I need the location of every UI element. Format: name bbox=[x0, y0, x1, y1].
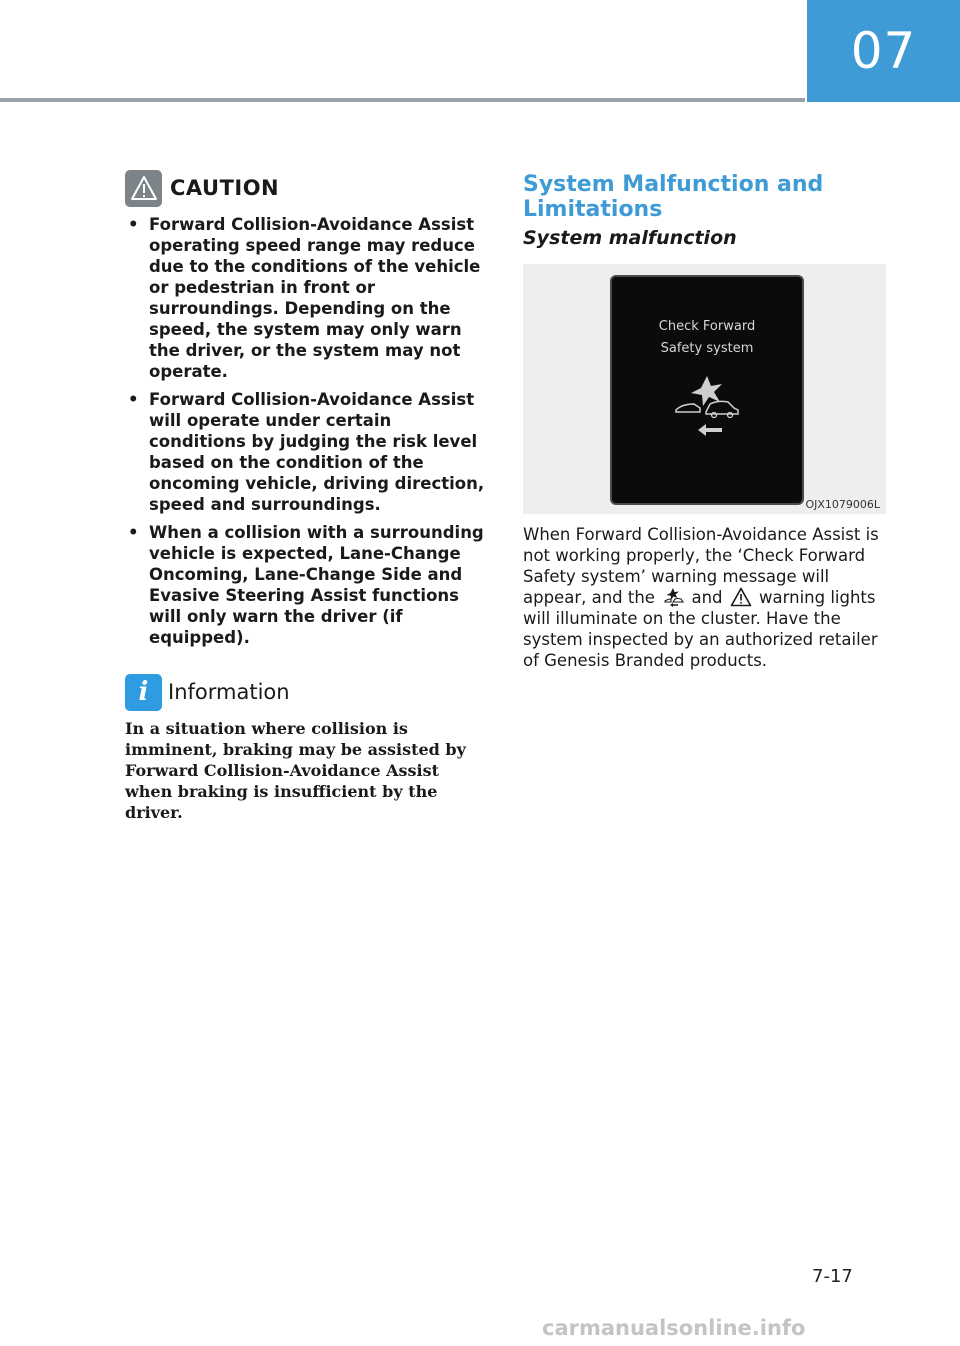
caution-item: • When a collision with a surrounding vehicle is expected, Lane-Change Oncoming, Lane-Change Side and Evasive Steering Assist functions will only warn the driver (if equipped). bbox=[125, 522, 487, 648]
malfunction-description bbox=[523, 524, 886, 671]
description-part2: warning lights will illuminate on the cluster. Have the system inspected by an authorized retailer of Genesis Branded products. bbox=[523, 588, 878, 670]
information-body: In a situation where collision is imminent, braking may be assisted by Forward Collision-Avoidance Assist when braking is insufficient by the driver. bbox=[125, 719, 466, 822]
forward-collision-warning-icon bbox=[662, 372, 752, 442]
description-and: and bbox=[691, 588, 723, 607]
right-column bbox=[523, 172, 886, 671]
caution-heading bbox=[125, 168, 487, 208]
caution-title: CAUTION bbox=[170, 176, 280, 200]
information-title: Information bbox=[168, 680, 290, 704]
figure-code: OJX1079006L bbox=[805, 498, 880, 511]
screen-message-line1: Check Forward bbox=[658, 319, 756, 334]
collision-warning-light-icon bbox=[662, 587, 684, 607]
section-title: System Malfunction and Limitations bbox=[523, 172, 824, 222]
caution-list bbox=[125, 214, 487, 648]
left-column bbox=[125, 168, 487, 823]
section-subtitle: System malfunction bbox=[523, 227, 737, 249]
chapter-tab bbox=[807, 0, 960, 102]
cluster-figure bbox=[523, 264, 886, 514]
information-heading bbox=[125, 672, 487, 712]
warning-triangle-inline-icon bbox=[730, 587, 752, 607]
header-rule bbox=[0, 98, 805, 102]
screen-message-line2: Safety system bbox=[660, 341, 754, 356]
description-part1: When Forward Collision-Avoidance Assist is not working properly, the ‘Check Forward Safety system’ warning message will appear, and the bbox=[523, 525, 879, 607]
caution-item: • Forward Collision-Avoidance Assist will operate under certain conditions by judging the risk level based on the condition of the oncoming vehicle, driving direction, speed and surroundings. bbox=[125, 389, 487, 515]
info-icon: i bbox=[125, 674, 162, 711]
warning-triangle-icon bbox=[130, 175, 158, 201]
chapter-number: 07 bbox=[850, 22, 917, 80]
watermark: carmanualsonline.info bbox=[542, 1316, 806, 1340]
page-number: 7-17 bbox=[812, 1266, 853, 1287]
cluster-screen bbox=[610, 275, 804, 505]
caution-item: • Forward Collision-Avoidance Assist operating speed range may reduce due to the conditions of the vehicle or pedestrian in front or surroundings. Depending on the speed, the system may only warn the driver, or the system may not operate. bbox=[125, 214, 487, 382]
caution-badge bbox=[125, 170, 162, 207]
